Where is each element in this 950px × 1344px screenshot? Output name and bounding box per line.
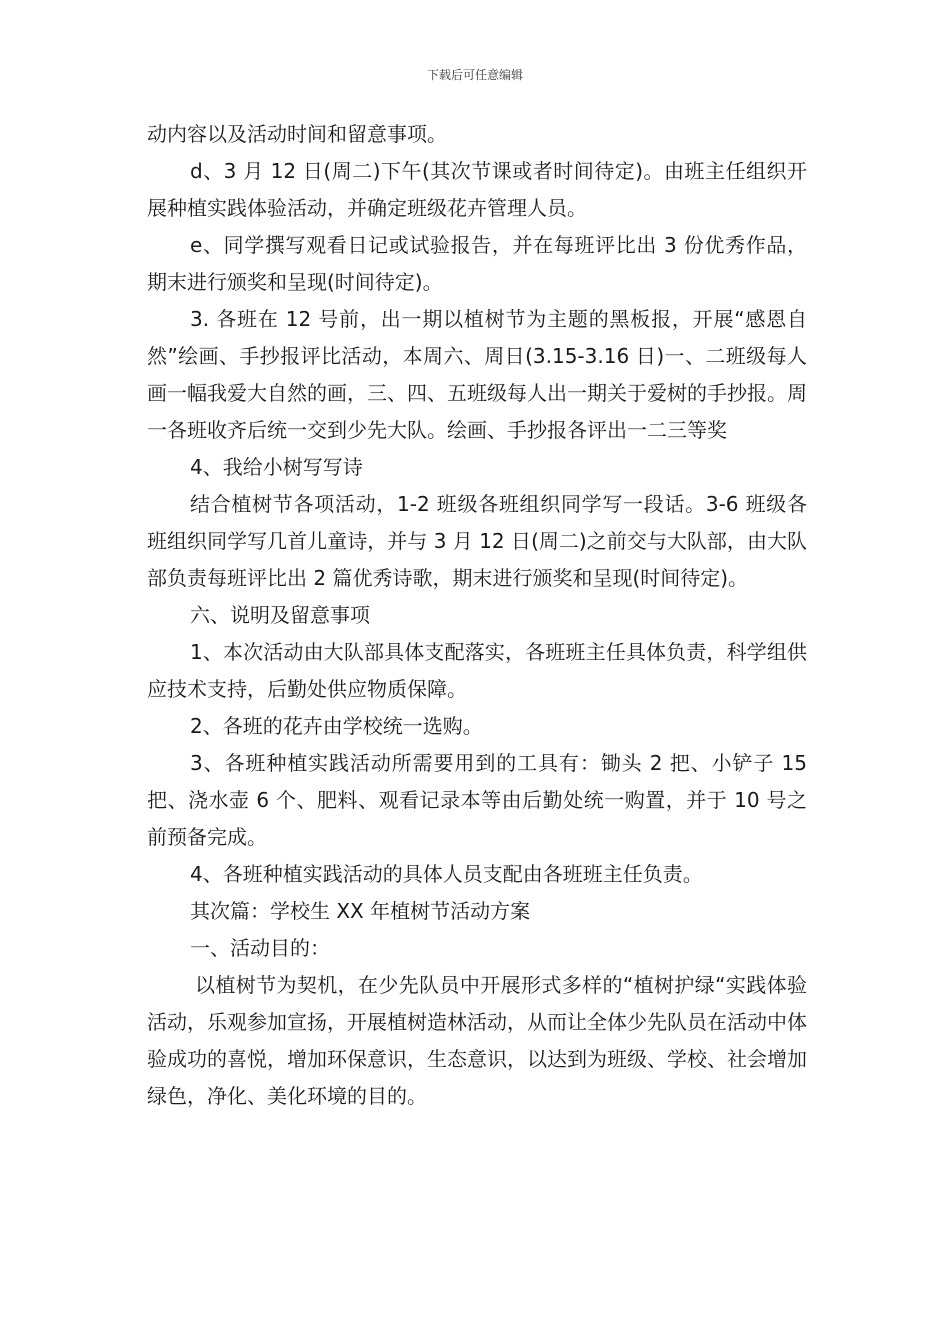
paragraph-item-d: d、3 月 12 日(周二)下午(其次节课或者时间待定)。由班主任组织开展种植实践体验活动，并确定班级花卉管理人员。 — [147, 159, 807, 220]
paragraph-item-3-blackboard: 3. 各班在 12 号前，出一期以植树节为主题的黑板报，开展“感恩自然”绘画、手抄报评比活动，本周六、周日(3.15-3.16 日)一、二班级每人画一幅我爱大自然的画，三、四、五班级每人出一期关于爱树的手抄报。周一各班收齐后统一交到少先大队。绘画、手抄报各评出一二三等奖 — [147, 307, 807, 442]
paragraph-item-e: e、同学撰写观看日记或试验报告，并在每班评比出 3 份优秀作品，期末进行颁奖和呈现(时间待定)。 — [147, 233, 807, 294]
paragraph-note-3: 3、各班种植实践活动所需要用到的工具有：锄头 2 把、小铲子 15 把、浇水壶 6 个、肥料、观看记录本等由后勤处统一购置，并于 10 号之前预备完成。 — [147, 751, 807, 849]
paragraph-note-4: 4、各班种植实践活动的具体人员支配由各班班主任负责。 — [190, 862, 703, 886]
section-heading-notes: 六、说明及留意事项 — [190, 603, 370, 627]
document-body — [147, 116, 807, 1115]
paragraph-item-4-heading: 4、我给小树写写诗 — [190, 455, 363, 479]
paragraph-note-2: 2、各班的花卉由学校统一选购。 — [190, 714, 483, 738]
section-heading-purpose: 一、活动目的： — [190, 936, 330, 960]
paragraph-continuation: 动内容以及活动时间和留意事项。 — [147, 122, 447, 146]
paragraph-poetry: 结合植树节各项活动，1-2 班级各班组织同学写一段话。3-6 班级各班组织同学写几首儿童诗，并与 3 月 12 日(周二)之前交与大队部，由大队部负责每班评比出 2 篇优秀诗歌，期末进行颁奖和呈现(时间待定)。 — [147, 492, 807, 590]
paragraph-note-1: 1、本次活动由大队部具体支配落实，各班班主任具体负责，科学组供应技术支持，后勤处供应物质保障。 — [147, 640, 807, 701]
paragraph-purpose: 以植树节为契机，在少先队员中开展形式多样的“植树护绿“实践体验活动，乐观参加宣扬，开展植树造林活动，从而让全体少先队员在活动中体验成功的喜悦，增加环保意识，生态意识，以达到为班级、学校、社会增加绿色，净化、美化环境的目的。 — [147, 973, 807, 1108]
page-header: 下载后可任意编辑 — [426, 68, 523, 82]
second-article-title: 其次篇：学校生 XX 年植树节活动方案 — [190, 899, 531, 923]
